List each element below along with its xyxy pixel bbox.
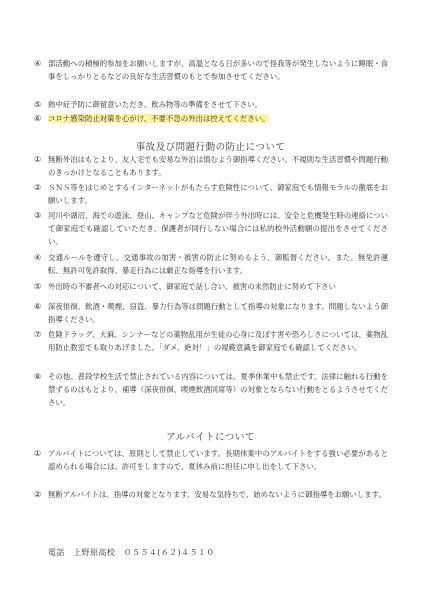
item-text: 河川や湖沼、海での遊泳、登山、キャンプなど危険が伴う外出時には、安全と危機発生時の連絡について御家庭でも確認していただき、保護者が同行しない場合には私的校外活動願の提出をさせてください。 <box>48 211 388 246</box>
item-text: ＳＮＳ等をはじめとするインターネットがもたらす危険性について、御家庭でも情報モラルの徹底をお願いします。 <box>48 183 388 205</box>
item-text: 熱中症予防に御留意いただき、飲み物等の準備をさせて下さい。 <box>48 100 263 109</box>
item-text: 危険ドラッグ、大麻、シンナーなどの薬物乱用が生徒の心身に及ぼす害や恐ろしさについては、薬物乱用防止教室でも取りあげました。「ダメ。絶対！」の規範意識を御家庭でも確認してください。 <box>48 330 388 352</box>
list-item <box>34 181 388 207</box>
list-item <box>34 300 388 326</box>
highlighted-text: コロナ感染防止対策を心がけ、不要不急の外出は控えてください。 <box>48 114 270 123</box>
contact-footer: 電話 上野原高校 ０５５４(６２)４５１０ <box>48 548 215 557</box>
item-number: ② <box>34 490 42 499</box>
item-number: ① <box>34 449 42 458</box>
item-number: ④ <box>34 253 42 262</box>
list-item <box>34 57 388 83</box>
section-heading: 事故及び問題行動の防止について <box>135 142 286 153</box>
item-number: ⑥ <box>34 302 42 311</box>
item-text: その他、普段学校生活で禁止されている内容については、夏季休業中も禁止です。法律に触れる行動を禁ずるのはもとより、補導（深夜徘徊、喫煙飲酒同席等）の対象とならない行動をとるようさせてください。 <box>48 372 388 407</box>
list-item <box>34 447 388 473</box>
list-item <box>34 209 388 248</box>
item-number: ⑤ <box>34 100 42 109</box>
item-number: ⑤ <box>34 282 42 291</box>
item-number: ② <box>34 183 42 192</box>
list-item <box>34 98 388 111</box>
item-text: アルバイトについては、原則として禁止しています。長期休業中のアルバイトをする強い必要があると認められる場合には、許可をしますので、夏休み前に担任に申し出をして下さい。 <box>48 449 388 471</box>
item-number: ① <box>34 155 42 164</box>
item-text: 交通ルールを遵守し、交通事故の加害・被害の防止に努めるよう、御監督ください。また、無免許運転、無許可免許取得、暴走行為には厳正な指導を行います。 <box>48 253 388 275</box>
item-text: 無断外泊はもとより、友人宅でも安易な外泊は慎むよう御指導ください。不規則な生活習慣や問題行動のきっかけとなることもあります。 <box>48 155 388 177</box>
item-number: ④ <box>34 59 42 68</box>
item-text: 外出時の不審者への対応について、御家庭で話し合い、被害の未然防止に努めて下さい <box>48 282 336 291</box>
list-item <box>34 328 388 354</box>
item-number: ③ <box>34 211 42 220</box>
list-item <box>34 370 388 409</box>
item-number: ⑥ <box>34 114 42 123</box>
item-number: ⑦ <box>34 330 42 339</box>
item-text: 深夜徘徊、飲酒・喫煙、窃盗、暴力行為等は問題行動として指導の対象になります。問題しないよう御指導ください。 <box>48 302 388 324</box>
section-heading: アルバイトについて <box>166 432 255 443</box>
list-item <box>34 488 388 501</box>
item-text: 部活動への積極的参加をお願いしますが、高温となる日が多いので怪我等が発生しないように睡眠・食事をしっかりとるなどの良好な生活習慣のもとで参加させてください。 <box>48 59 388 81</box>
list-item <box>34 153 388 179</box>
list-item-highlighted <box>34 112 388 125</box>
list-item <box>34 280 388 293</box>
item-text: 無断アルバイトは、指導の対象となります。安易な気持ちで、始めないように御指導をお願いします。 <box>48 490 386 499</box>
item-number: ⑧ <box>34 372 42 381</box>
list-item <box>34 251 388 277</box>
